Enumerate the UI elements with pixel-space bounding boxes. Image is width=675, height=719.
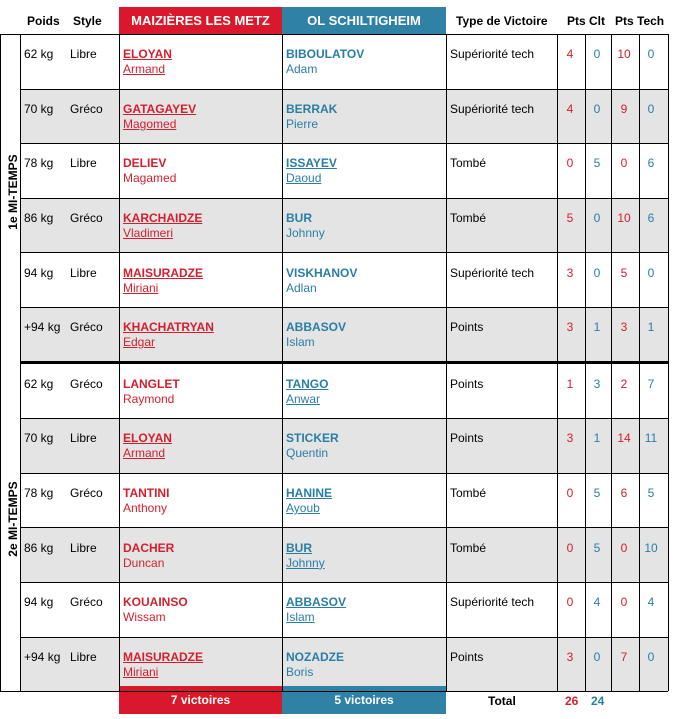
grid-line-horizontal xyxy=(20,637,668,638)
clt-home-cell: 3 xyxy=(566,649,574,664)
away-athlete xyxy=(286,431,339,461)
clt-home-cell: 4 xyxy=(566,47,574,62)
away-athlete-firstname: Boris xyxy=(286,664,314,679)
tech-home-cell: 6 xyxy=(620,486,628,501)
clt-away-cell: 3 xyxy=(593,376,601,391)
header-weight: Poids xyxy=(27,14,60,28)
clt-away-cell: 0 xyxy=(593,211,601,226)
away-athlete xyxy=(286,266,357,296)
tech-home-cell: 3 xyxy=(620,320,628,335)
clt-away-cell: 0 xyxy=(593,47,601,62)
away-athlete-lastname: VISKHANOV xyxy=(286,265,358,280)
victory-type-cell: Tombé xyxy=(450,211,487,226)
grid-line-horizontal xyxy=(20,418,668,419)
grid-line-horizontal xyxy=(0,34,20,35)
tech-home-cell: 0 xyxy=(620,156,628,171)
away-athlete xyxy=(286,595,346,625)
style-cell: Gréco xyxy=(70,320,103,335)
home-athlete-firstname: Armand xyxy=(123,446,166,461)
home-athlete xyxy=(123,320,214,350)
clt-away-cell: 0 xyxy=(593,265,601,280)
grid-line-horizontal xyxy=(20,143,668,144)
away-athlete xyxy=(286,47,364,77)
away-athlete xyxy=(286,650,344,680)
home-athlete xyxy=(123,377,180,407)
victory-type-cell: Points xyxy=(450,376,484,391)
grid-line-horizontal xyxy=(20,527,668,528)
header-victory-type: Type de Victoire xyxy=(456,14,548,28)
weight-cell: 94 kg xyxy=(24,265,54,280)
home-athlete-firstname: Magomed xyxy=(123,116,177,131)
weight-cell: 78 kg xyxy=(24,486,54,501)
header-team-away: OL SCHILTIGHEIM xyxy=(282,7,446,34)
home-athlete-firstname: Anthony xyxy=(123,501,168,516)
tech-away-cell: 6 xyxy=(647,156,655,171)
clt-home-cell: 5 xyxy=(566,211,574,226)
style-cell: Libre xyxy=(70,540,97,555)
home-athlete-firstname: Raymond xyxy=(123,391,175,406)
weight-cell: 62 kg xyxy=(24,376,54,391)
tech-away-cell: 0 xyxy=(647,47,655,62)
style-cell: Gréco xyxy=(70,595,103,610)
grid-line-vertical xyxy=(0,34,1,691)
away-athlete-lastname: ABBASOV xyxy=(286,320,347,335)
clt-away-cell: 1 xyxy=(593,431,601,446)
home-athlete xyxy=(123,486,169,516)
away-athlete xyxy=(286,156,337,186)
grid-line-horizontal xyxy=(20,198,668,199)
away-athlete-firstname: Islam xyxy=(286,335,315,350)
table-row xyxy=(20,252,668,307)
tech-away-cell: 4 xyxy=(647,595,655,610)
tech-home-cell: 10 xyxy=(617,47,631,62)
home-athlete-lastname: KHACHATRYAN xyxy=(123,320,214,335)
tech-away-cell: 0 xyxy=(647,265,655,280)
home-athlete xyxy=(123,541,174,571)
tech-home-cell: 2 xyxy=(620,376,628,391)
tech-away-cell: 7 xyxy=(647,376,655,391)
style-cell: Gréco xyxy=(70,211,103,226)
header-pts-tech: Pts Tech xyxy=(615,14,665,28)
weight-cell: +94 kg xyxy=(24,649,61,664)
home-athlete-lastname: MAISURADZE xyxy=(123,265,203,280)
footer-total-label: Total xyxy=(488,694,516,708)
away-athlete-firstname: Islam xyxy=(286,610,315,625)
clt-away-cell: 4 xyxy=(593,595,601,610)
home-athlete-lastname: KOUAINSO xyxy=(123,595,188,610)
style-cell: Libre xyxy=(70,47,97,62)
away-athlete-firstname: Johnny xyxy=(286,555,325,570)
home-athlete xyxy=(123,156,176,186)
away-athlete-firstname: Adlan xyxy=(286,280,317,295)
style-cell: Gréco xyxy=(70,486,103,501)
tech-away-cell: 10 xyxy=(644,540,658,555)
clt-home-cell: 3 xyxy=(566,431,574,446)
style-cell: Libre xyxy=(70,649,97,664)
half-separator xyxy=(20,361,668,364)
home-athlete xyxy=(123,431,172,461)
table-row xyxy=(20,34,668,89)
header-pts-clt: Pts Clt xyxy=(567,14,606,28)
weight-cell: 62 kg xyxy=(24,47,54,62)
header-style: Style xyxy=(73,14,102,28)
clt-away-cell: 0 xyxy=(593,649,601,664)
half-label-first: 1e MI-TEMPS xyxy=(6,154,20,230)
victory-type-cell: Supériorité tech xyxy=(450,47,535,62)
grid-line-horizontal xyxy=(20,252,668,253)
victory-type-cell: Supériorité tech xyxy=(450,595,535,610)
home-athlete xyxy=(123,650,203,680)
tech-away-cell: 0 xyxy=(647,101,655,116)
tech-home-cell: 9 xyxy=(620,101,628,116)
away-athlete-lastname: ISSAYEV xyxy=(286,156,337,171)
clt-away-cell: 5 xyxy=(593,540,601,555)
table-row xyxy=(20,364,668,419)
table-row xyxy=(20,473,668,528)
footer-home-victories: 7 victoires xyxy=(119,686,282,714)
away-athlete-lastname: BERRAK xyxy=(286,101,338,116)
weight-cell: 94 kg xyxy=(24,595,54,610)
tech-away-cell: 1 xyxy=(647,320,655,335)
away-athlete-lastname: BUR xyxy=(286,540,312,555)
grid-line-vertical xyxy=(668,34,669,691)
clt-away-cell: 0 xyxy=(593,101,601,116)
away-athlete-lastname: NOZADZE xyxy=(286,649,344,664)
grid-line-horizontal xyxy=(20,89,668,90)
weight-cell: 86 kg xyxy=(24,211,54,226)
away-athlete xyxy=(286,102,337,132)
home-athlete-lastname: LANGLET xyxy=(123,376,180,391)
home-athlete xyxy=(123,47,172,77)
tech-away-cell: 0 xyxy=(647,649,655,664)
weight-cell: 78 kg xyxy=(24,156,54,171)
weight-cell: 86 kg xyxy=(24,540,54,555)
style-cell: Libre xyxy=(70,265,97,280)
tech-home-cell: 0 xyxy=(620,540,628,555)
home-athlete xyxy=(123,595,188,625)
home-athlete-lastname: KARCHAIDZE xyxy=(123,211,203,226)
grid-line-horizontal xyxy=(20,34,668,35)
away-athlete-lastname: BUR xyxy=(286,211,312,226)
home-athlete-firstname: Wissam xyxy=(123,610,166,625)
clt-home-cell: 0 xyxy=(566,156,574,171)
clt-home-cell: 0 xyxy=(566,595,574,610)
tech-home-cell: 10 xyxy=(617,211,631,226)
half-label-second: 2e MI-TEMPS xyxy=(6,481,20,557)
victory-type-cell: Points xyxy=(450,320,484,335)
header-team-home: MAIZIÈRES LES METZ xyxy=(119,7,282,34)
table-row xyxy=(20,418,668,473)
style-cell: Libre xyxy=(70,156,97,171)
away-athlete-firstname: Adam xyxy=(286,62,318,77)
away-athlete xyxy=(286,320,346,350)
clt-home-cell: 0 xyxy=(566,540,574,555)
victory-type-cell: Points xyxy=(450,649,484,664)
grid-line-horizontal xyxy=(20,473,668,474)
tech-home-cell: 0 xyxy=(620,595,628,610)
table-row xyxy=(20,198,668,253)
away-athlete-firstname: Pierre xyxy=(286,116,319,131)
home-athlete xyxy=(123,266,203,296)
home-athlete-lastname: DACHER xyxy=(123,540,175,555)
home-athlete-firstname: Vladimeri xyxy=(123,226,174,241)
style-cell: Libre xyxy=(70,431,97,446)
home-athlete-lastname: GATAGAYEV xyxy=(123,101,197,116)
home-athlete-firstname: Edgar xyxy=(123,335,156,350)
clt-home-cell: 1 xyxy=(566,376,574,391)
away-athlete-lastname: BIBOULATOV xyxy=(286,47,365,62)
away-athlete xyxy=(286,541,325,571)
table-row xyxy=(20,582,668,637)
victory-type-cell: Tombé xyxy=(450,156,487,171)
grid-line-horizontal xyxy=(20,582,668,583)
table-row xyxy=(20,143,668,198)
style-cell: Gréco xyxy=(70,101,103,116)
victory-type-cell: Supériorité tech xyxy=(450,265,535,280)
weight-cell: 70 kg xyxy=(24,431,54,446)
home-athlete-firstname: Miriani xyxy=(123,664,159,679)
grid-line-horizontal xyxy=(0,691,20,692)
home-athlete-lastname: TANTINI xyxy=(123,486,170,501)
home-athlete-firstname: Duncan xyxy=(123,555,165,570)
weight-cell: +94 kg xyxy=(24,320,61,335)
tech-home-cell: 7 xyxy=(620,649,628,664)
clt-home-cell: 4 xyxy=(566,101,574,116)
weight-cell: 70 kg xyxy=(24,101,54,116)
away-athlete-lastname: TANGO xyxy=(286,376,329,391)
clt-away-cell: 5 xyxy=(593,486,601,501)
home-athlete-lastname: ELOYAN xyxy=(123,431,172,446)
away-athlete-lastname: ABBASOV xyxy=(286,595,347,610)
away-athlete-lastname: STICKER xyxy=(286,431,339,446)
clt-home-cell: 3 xyxy=(566,320,574,335)
away-athlete xyxy=(286,486,332,516)
victory-type-cell: Supériorité tech xyxy=(450,101,535,116)
away-athlete-firstname: Johnny xyxy=(286,226,325,241)
away-athlete xyxy=(286,211,325,241)
home-athlete xyxy=(123,102,196,132)
table-row xyxy=(20,637,668,692)
home-athlete-lastname: DELIEV xyxy=(123,156,167,171)
style-cell: Gréco xyxy=(70,376,103,391)
table-row xyxy=(20,89,668,144)
home-athlete-lastname: ELOYAN xyxy=(123,47,172,62)
tech-away-cell: 11 xyxy=(644,431,658,446)
home-athlete-firstname: Magamed xyxy=(123,171,177,186)
tech-away-cell: 5 xyxy=(647,486,655,501)
tech-home-cell: 14 xyxy=(617,431,631,446)
table-row xyxy=(20,307,668,362)
grid-line-horizontal xyxy=(20,307,668,308)
clt-away-cell: 1 xyxy=(593,320,601,335)
tech-home-cell: 5 xyxy=(620,265,628,280)
away-athlete-firstname: Anwar xyxy=(286,391,321,406)
home-athlete xyxy=(123,211,202,241)
away-athlete-firstname: Daoud xyxy=(286,171,322,186)
home-athlete-lastname: MAISURADZE xyxy=(123,649,203,664)
footer-away-victories: 5 victoires xyxy=(282,686,446,714)
tech-away-cell: 6 xyxy=(647,211,655,226)
home-athlete-firstname: Miriani xyxy=(123,280,159,295)
victory-type-cell: Tombé xyxy=(450,486,487,501)
table-row xyxy=(20,527,668,582)
victory-type-cell: Points xyxy=(450,431,484,446)
away-athlete-lastname: HANINE xyxy=(286,486,333,501)
footer-total-away: 24 xyxy=(591,694,605,708)
clt-home-cell: 0 xyxy=(566,486,574,501)
away-athlete-firstname: Ayoub xyxy=(286,501,320,516)
home-athlete-firstname: Armand xyxy=(123,62,166,77)
clt-home-cell: 3 xyxy=(566,265,574,280)
victory-type-cell: Tombé xyxy=(450,540,487,555)
footer-total-home: 26 xyxy=(565,694,579,708)
away-athlete-firstname: Quentin xyxy=(286,446,329,461)
grid-line-horizontal xyxy=(20,691,668,692)
away-athlete xyxy=(286,377,328,407)
clt-away-cell: 5 xyxy=(593,156,601,171)
